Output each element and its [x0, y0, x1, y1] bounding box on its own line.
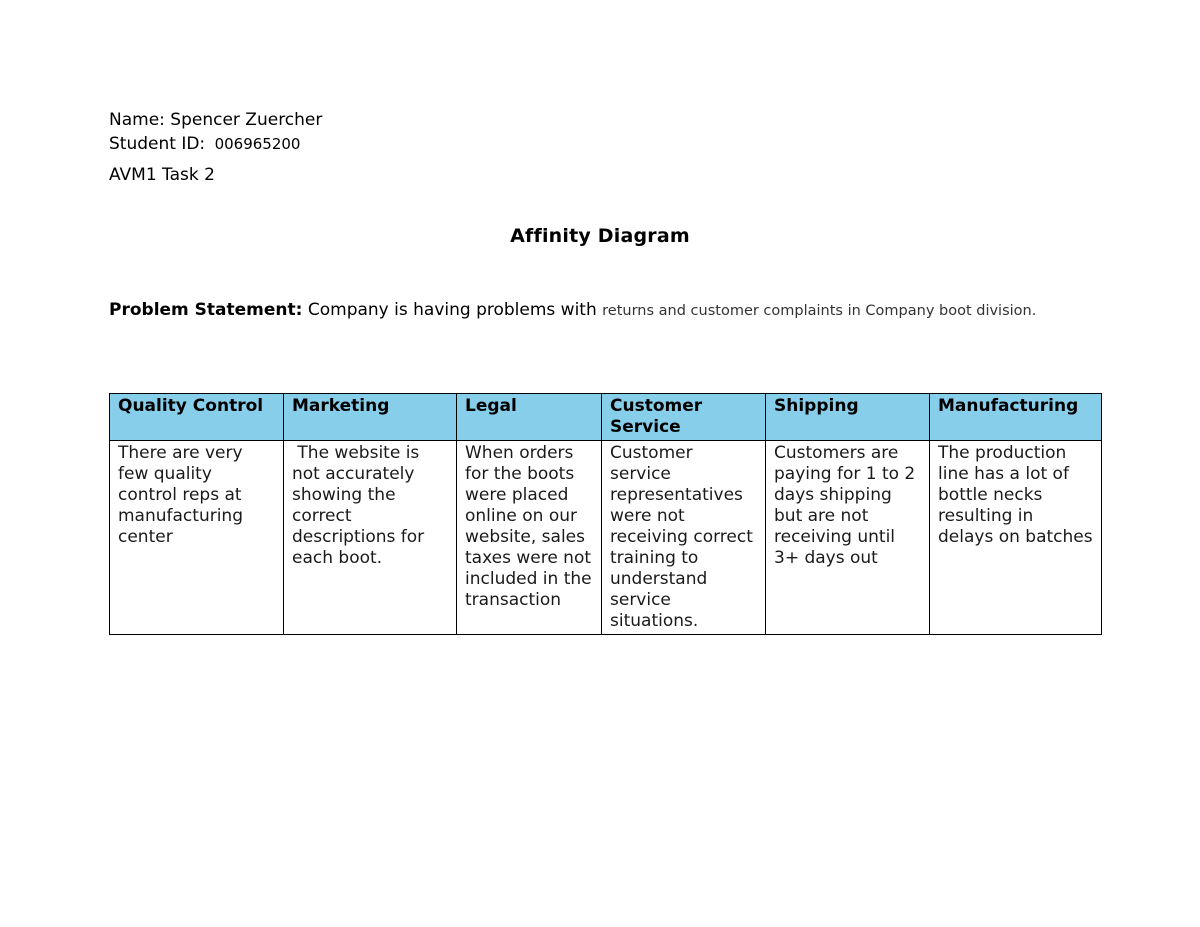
column-header-legal: Legal [457, 394, 602, 441]
column-header-manufacturing: Manufacturing [930, 394, 1102, 441]
cell-legal: When orders for the boots were placed online on our website, sales taxes were not included in the transaction [457, 441, 602, 635]
name-label: Name: [109, 110, 165, 130]
cell-shipping: Customers are paying for 1 to 2 days shipping but are not receiving until 3+ days out [766, 441, 930, 635]
student-id-label: Student ID: [109, 134, 206, 154]
name-value: Spencer Zuercher [170, 110, 323, 130]
student-id-line [109, 134, 300, 154]
table-row [110, 441, 1102, 635]
problem-statement-text-small: returns and customer complaints in Company boot division. [602, 303, 1037, 319]
cell-customer-service: Customer service representatives were not receiving correct training to understand service situations. [602, 441, 766, 635]
column-header-customer-service: Customer Service [602, 394, 766, 441]
cell-manufacturing: The production line has a lot of bottle necks resulting in delays on batches [930, 441, 1102, 635]
student-name-line [109, 110, 322, 130]
page-title: Affinity Diagram [510, 225, 690, 247]
column-header-shipping: Shipping [766, 394, 930, 441]
column-header-quality-control: Quality Control [110, 394, 284, 441]
cell-marketing: The website is not accurately showing the correct descriptions for each boot. [284, 441, 457, 635]
problem-statement-text: Company is having problems with [307, 300, 597, 320]
problem-statement-label: Problem Statement: [109, 300, 303, 320]
affinity-table [109, 393, 1102, 635]
cell-quality-control: There are very few quality control reps at manufacturing center [110, 441, 284, 635]
problem-statement [109, 299, 1069, 323]
column-header-marketing: Marketing [284, 394, 457, 441]
task-label: AVM1 Task 2 [109, 165, 215, 185]
student-id-value: 006965200 [214, 135, 301, 153]
table-header-row [110, 394, 1102, 441]
